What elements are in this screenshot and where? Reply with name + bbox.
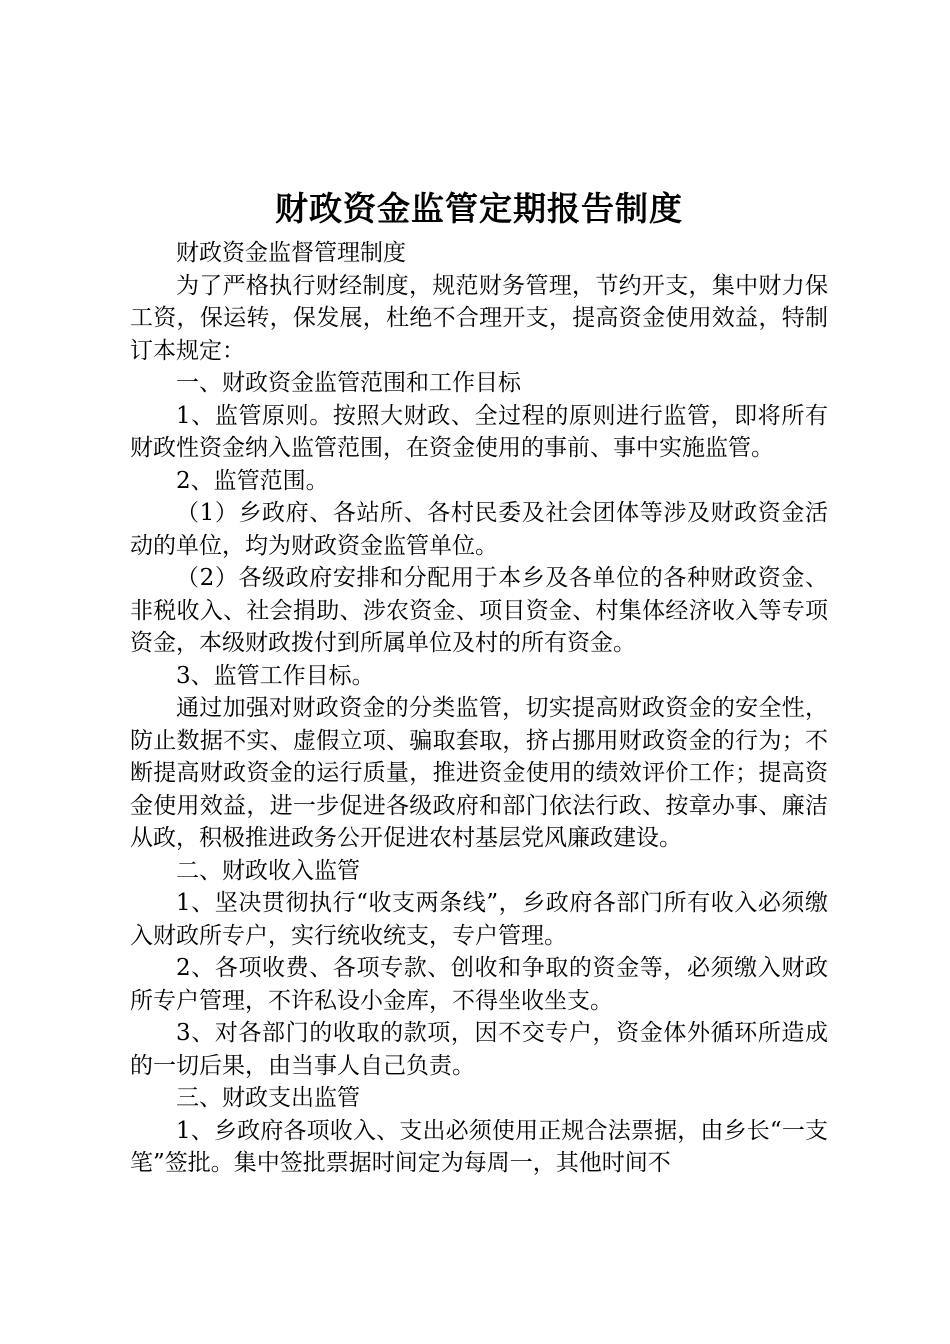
document-title: 财政资金监管定期报告制度 <box>275 189 683 228</box>
paragraph-income-2: 2、各项收费、各项专款、创收和争取的资金等，必须缴入财政所专户管理，不许私设小金库，不得坐收坐支。 <box>130 955 828 1014</box>
paragraph-expense-1: 1、乡政府各项收入、支出必须使用正规合法票据，由乡长“一支笔”签批。集中签批票据时间定为每周一，其他时间不 <box>130 1117 828 1176</box>
section-heading-2: 二、财政收入监管 <box>176 857 360 884</box>
paragraph-intro: 为了严格执行财经制度，规范财务管理，节约开支，集中财力保工资，保运转，保发展，杜绝不合理开支，提高资金使用效益，特制订本规定： <box>130 272 828 364</box>
section-heading-3: 三、财政支出监管 <box>176 1085 360 1111</box>
paragraph-principle: 1、监管原则。按照大财政、全过程的原则进行监管，即将所有财政性资金纳入监管范围，在资金使用的事前、事中实施监管。 <box>130 402 828 461</box>
paragraph-goal: 通过加强对财政资金的分类监管，切实提高财政资金的安全性，防止数据不实、虚假立项、骗取套取，挤占挪用财政资金的行为；不断提高财政资金的运行质量，推进资金使用的绩效评价工作；提高资金使用效益，进一步促进各级政府和部门依法行政、按章办事、廉洁从政，积极推进政务公开促进农村基层党风廉政建设。 <box>130 695 828 851</box>
paragraph-scope-heading: 2、监管范围。 <box>176 467 329 494</box>
paragraph-subtitle: 财政资金监督管理制度 <box>176 240 406 266</box>
paragraph-goal-heading: 3、监管工作目标。 <box>176 662 375 689</box>
paragraph-income-3: 3、对各部门的收取的款项，因不交专户，资金体外循环所造成的一切后果，由当事人自己负责。 <box>130 1020 828 1079</box>
paragraph-income-1: 1、坚决贯彻执行“收支两条线”，乡政府各部门所有收入必须缴入财政所专户，实行统收统支，专户管理。 <box>130 890 828 949</box>
paragraph-scope-1: （1）乡政府、各站所、各村民委及社会团体等涉及财政资金活动的单位，均为财政资金监管单位。 <box>130 500 828 559</box>
document-page <box>130 185 828 1180</box>
section-heading-1: 一、财政资金监管范围和工作目标 <box>176 370 521 396</box>
paragraph-scope-2: （2）各级政府安排和分配用于本乡及各单位的各种财政资金、非税收入、社会捐助、涉农资金、项目资金、村集体经济收入等专项资金，本级财政拨付到所属单位及村的所有资金。 <box>130 565 828 656</box>
